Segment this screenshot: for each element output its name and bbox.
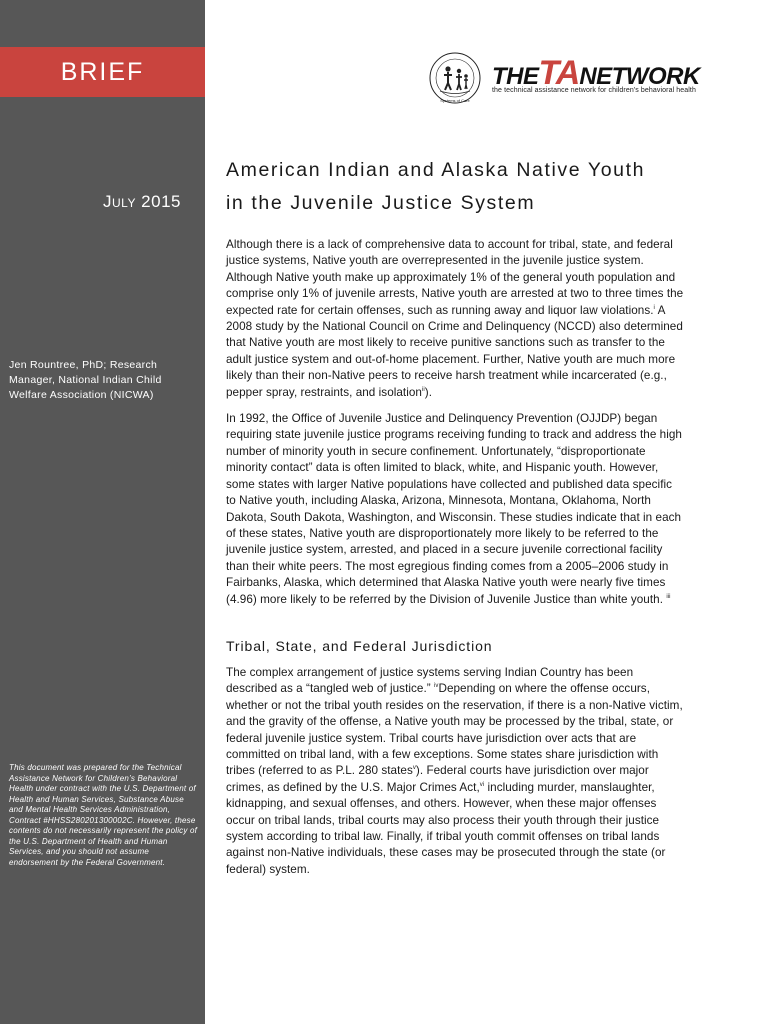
- article-title: American Indian and Alaska Native Youth in the Juvenile Justice System: [226, 159, 646, 214]
- ta-network-logo: [426, 50, 736, 103]
- paragraph-ojjdp: In 1992, the Office of Juvenile Justice and Delinquency Prevention (OJJDP) began requiring state juvenile justice programs receiving funding to track and address the high number of minority youth in secure confinement. Unfortunately, “disproportionate minority contact” data is often limited to black, white, and Hispanic youth. However, some states with larger Native populations have collected and published data specific to Native youth, including Alaska, Arizona, Minnesota, Montana, Oklahoma, North Dakota, South Dakota, Washington, and Wisconsin. These studies indicate that in each of these states, Native youth are disproportionately more likely to be referred to the juvenile justice system, arrested, and placed in a secure juvenile correctional facility than their white peers. The most egregious finding comes from a 2005–2006 study in Fairbanks, Alaska, which determined that Alaska Native youth were nearly five times (4.96) more likely to be referred by the Division of Juvenile Justice than white youth. $^{iii}$: [226, 412, 682, 606]
- funding-disclaimer: This document was prepared for the Technical Assistance Network for Children’s Behavioral Health under contract with the U.S. Department of Health and Human Services, Substance Abuse and Mental Health Services Administration, Contract #HHSS280201300002C. However, these contents do not necessarily represent the policy of the U.S. Department of Health and Human Services, and you should not assume endorsement by the Federal Government.: [9, 763, 198, 867]
- brief-banner: [0, 47, 205, 97]
- systems-of-care-seal-icon: [426, 50, 484, 108]
- paragraph-jurisdiction: The complex arrangement of justice systems serving Indian Country has been described as a “tangled web of justice.” $^{iv}$Depending on where the offense occurs, whether or not the tribal youth resides on the reservation, if there is a non-Native victim, and the gravity of the offense, a Native youth may be processed by the tribal, state, or federal juvenile justice system. Tribal courts have jurisdiction over acts that are committed on tribal land, with a few exceptions. Some states share jurisdiction with tribes (referred to as P.L. 280 states$^v$). Federal courts have jurisdiction over major crimes, as defined by the U.S. Major Crimes Act,$^{vi}$ including murder, manslaughter, kidnapping, and sexual offenses, and others. However, when these major offenses occur on tribal lands, tribal courts may also process their youth through their justice system according to tribal law. Finally, if tribal youth commit offenses on tribal lands against non-Native individuals, these cases may be prosecuted through the state (or federal) system.: [226, 665, 683, 876]
- sidebar: [0, 0, 205, 1024]
- paragraph-overrepresentation: Although there is a lack of comprehensive data to account for tribal, state, and federal justice systems, Native youth are overrepresented in the juvenile justice system. Although Native youth make up approximately 1% of the general youth population and comprise only 1% of juvenile arrests, Native youth are arrested at two to three times the expected rate for certain offenses, such as running away and liquor law violations.$^i$ A 2008 study by the National Council on Crime and Delinquency (NCCD) also determined that Native youth are most likely to receive punitive sanctions such as transfer to the adult justice system and out-of-home placement. Further, Native youth are much more likely than their non-Native peers to receive harsh treatment while incarcerated (e.g., pepper spray, restraints, and isolation$^{ii}$).: [226, 238, 684, 399]
- article: [226, 154, 684, 878]
- ta-network-tagline: the technical assistance network for children's behavioral health: [492, 87, 696, 94]
- brief-label: BRIEF: [60, 57, 145, 86]
- section-heading-jurisdiction: Tribal, State, and Federal Jurisdiction: [226, 637, 493, 654]
- svg-text:Systems of Care: Systems of Care: [440, 98, 470, 103]
- ta-network-wordmark: THETANETWORK: [492, 54, 700, 92]
- publication-date: July 2015: [103, 192, 181, 211]
- author-info: Jen Rountree, PhD; Research Manager, National Indian Child Welfare Association (NICWA): [9, 359, 162, 401]
